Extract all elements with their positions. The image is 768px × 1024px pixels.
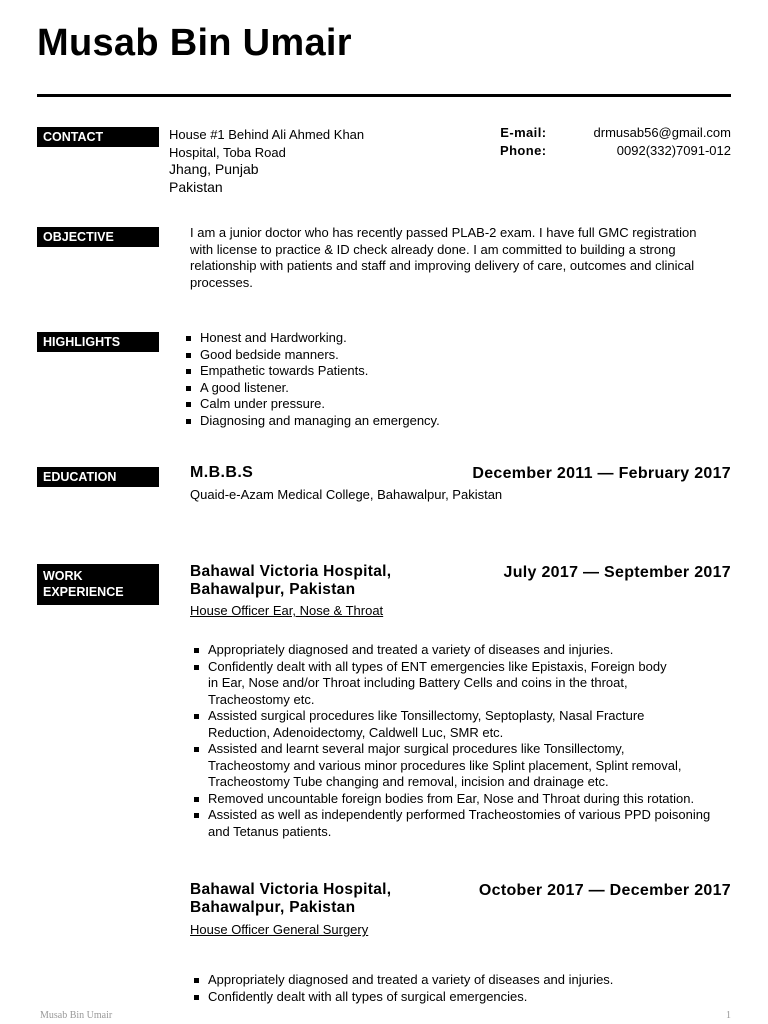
list-item: Calm under pressure. (184, 396, 440, 413)
address-line: House #1 Behind Ali Ahmed Khan (169, 127, 365, 142)
list-item: Appropriately diagnosed and treated a variety of diseases and injuries. (192, 972, 737, 989)
page-number: 1 (726, 1010, 731, 1021)
contact-address (169, 126, 364, 196)
list-item: Empathetic towards Patients. (184, 363, 440, 380)
list-item: Removed uncountable foreign bodies from Ear, Nose and Throat during this rotation. (192, 791, 737, 808)
job-employer (190, 563, 391, 599)
list-item: Assisted and learnt several major surgical procedures like Tonsillectomy, Tracheostomy and various minor procedures like Splint placement, Splint removal, Tracheostomy Tube changing and removal, incision and drainage etc. (192, 741, 737, 791)
email-value[interactable]: drmusab56@gmail.com (593, 125, 731, 140)
contact-values (594, 124, 731, 159)
page-title: Musab Bin Umair (37, 22, 352, 64)
objective-line: with license to practice & ID check already done. I am committed to building a strong (190, 241, 676, 257)
section-label-highlights: HIGHLIGHTS (37, 332, 159, 352)
address-line: Pakistan (169, 178, 223, 195)
objective-line: processes. (190, 274, 253, 290)
footer-name: Musab Bin Umair (40, 1010, 113, 1021)
job-role: House Officer Ear, Nose & Throat (190, 603, 384, 618)
section-label-objective: OBJECTIVE (37, 227, 159, 247)
list-item: Confidently dealt with all types of ENT emergencies like Epistaxis, Foreign body in Ear, Nose and/or Throat including Battery Cells and coins in the throat, Tracheostomy etc. (192, 659, 737, 709)
job-dates: July 2017 — September 2017 (503, 564, 731, 581)
list-item: A good listener. (184, 380, 440, 397)
school-name: Quaid-e-Azam Medical College, Bahawalpur, Pakistan (190, 487, 503, 502)
section-label-education: EDUCATION (37, 467, 159, 487)
job-role: House Officer General Surgery (190, 922, 369, 937)
degree-title: M.B.B.S (190, 464, 254, 481)
address-line: Hospital, Toba Road (169, 144, 286, 160)
list-item: Assisted as well as independently performed Tracheostomies of various PPD poisoning and Tetanus patients. (192, 807, 737, 840)
section-label-contact: CONTACT (37, 127, 159, 147)
objective-line: I am a junior doctor who has recently passed PLAB-2 exam. I have full GMC registration (190, 225, 697, 240)
phone-value[interactable]: 0092(332)7091-012 (616, 142, 731, 158)
highlights-list (184, 330, 440, 429)
job-dates: October 2017 — December 2017 (478, 882, 731, 899)
job-employer (190, 881, 391, 917)
list-item: Diagnosing and managing an emergency. (184, 413, 440, 430)
list-item: Appropriately diagnosed and treated a variety of diseases and injuries. (192, 642, 737, 659)
email-label: E-mail: (500, 125, 547, 140)
job-duties-list (192, 642, 737, 840)
employer-line: Bahawalpur, Pakistan (190, 899, 356, 916)
employer-line: Bahawalpur, Pakistan (190, 581, 356, 598)
list-item: Honest and Hardworking. (184, 330, 440, 347)
employer-line: Bahawal Victoria Hospital, (190, 881, 392, 898)
phone-label: Phone: (500, 142, 547, 158)
objective-line: relationship with patients and staff and improving delivery of care, outcomes and clinical (190, 258, 695, 273)
section-label-work-experience (37, 564, 159, 605)
address-line: Jhang, Punjab (169, 161, 259, 177)
list-item: Confidently dealt with all types of surgical emergencies. (192, 989, 737, 1006)
label-line: WORK (43, 569, 83, 583)
label-line: EXPERIENCE (43, 585, 124, 599)
job-duties-list (192, 972, 737, 1005)
list-item: Assisted surgical procedures like Tonsillectomy, Septoplasty, Nasal Fracture Reduction, Adenoidectomy, Caldwell Luc, SMR etc. (192, 708, 737, 741)
objective-text (190, 225, 732, 291)
header-divider (37, 94, 731, 97)
employer-line: Bahawal Victoria Hospital, (190, 563, 392, 580)
contact-labels (500, 124, 546, 159)
education-dates: December 2011 — February 2017 (472, 465, 731, 482)
list-item: Good bedside manners. (184, 347, 440, 364)
